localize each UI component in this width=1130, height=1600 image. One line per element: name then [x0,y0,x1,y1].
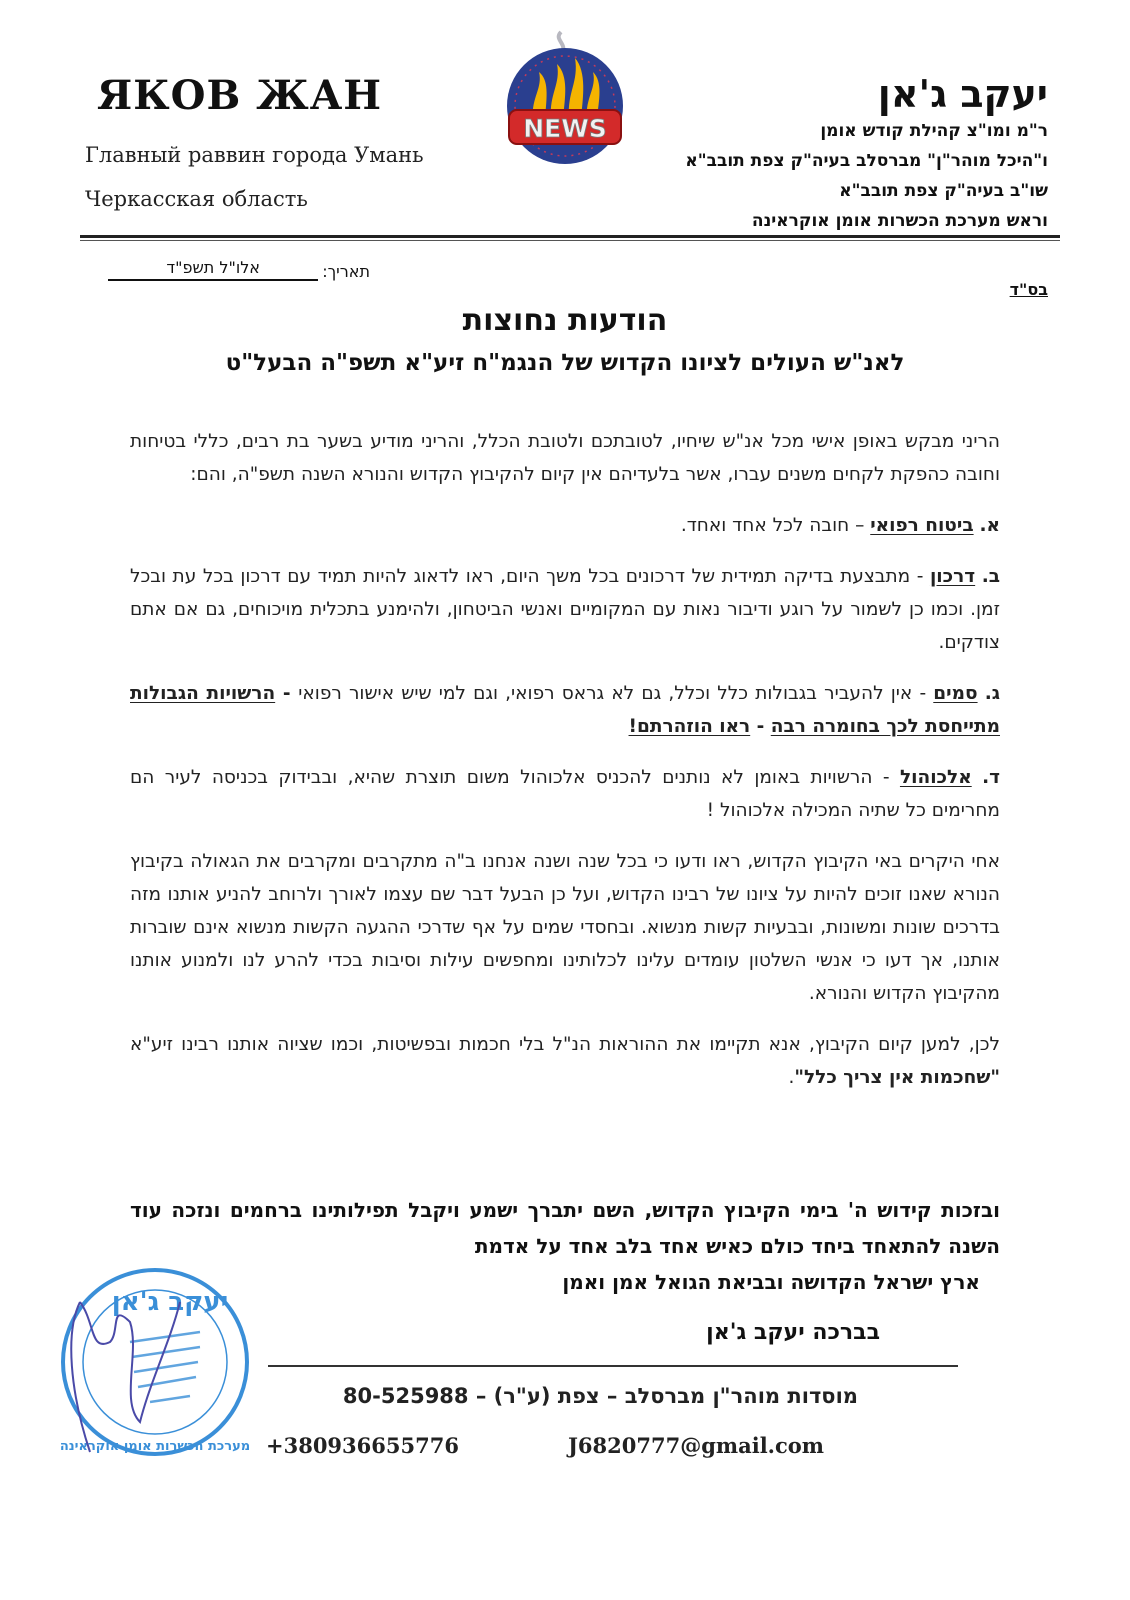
hebrew-name: יעקב ג'אן [877,72,1048,116]
footer-phone[interactable]: +380936655776 [266,1433,459,1458]
intro-paragraph: הריני מבקש באופן אישי מכל אנ"ש שיחיו, לטובתכם ולטובת הכלל, והריני מודיע בשער בת רבים, כללי בטיחות וחובה כהפקת לקחים משנים עברו, אשר בלעדיהם אין קיום להקיבוץ הקדוש והנורא השנה תשפ"ה, והם: [130,431,1000,485]
item-letter: ד. [982,767,1000,788]
item-text: – חובה לכל אחד ואחד. [680,515,871,536]
brothers-paragraph: אחי היקרים באי הקיבוץ הקדוש, ראו ודעו כי בכל שנה ושנה אנחנו ב"ה מתקרבים ומקרבים את הגאולה בקיבוץ הנורא שאנו זוכים להיות על ציונו של רבינו הקדוש, ועל כן הבעל דבר שם עצמו לאורך ולרוחב להניע אותנו מזה בדרכים שונות ומשונות, ובבעיות קשות מנשוא. ובחסדי שמים על אף שדרכי ההגעה הקשות מנשוא אינם שוברות אותנו, אך דעו כי אנשי השלטון עומדים עלינו לכלותינו ומחפשים עילות וסיבות בכדי להרע לנו ולמנוע אותנו מהקיבוץ הקדוש והנורא. [130,851,1000,1004]
header-divider [80,235,1060,238]
footer-email[interactable]: J6820777@gmail.com [568,1433,825,1458]
closing-blessing [130,1192,1000,1300]
item-passport [130,560,1000,659]
item-alcohol [130,761,1000,827]
signature-divider [268,1365,958,1367]
hebrew-title-line: וראש מערכת הכשרות אומן אוקראינה [751,211,1048,231]
russian-name: ЯКОВ ЖАН [97,72,383,119]
item-term: סמים [933,683,978,704]
signature: בברכה יעקב ג'אן [706,1320,880,1345]
therefore-end: . [788,1067,795,1088]
therefore-paragraph [130,1028,1000,1094]
stamp-icon [50,1262,260,1472]
item-letter: ב. [981,566,1000,587]
page-title: הודעות נחוצות [462,303,668,338]
therefore-quote: "שחכמות אין צריך כלל" [794,1067,1000,1088]
closing-main: ובזכות קידוש ה' בימי הקיבוץ הקדוש, השם יתברך ישמע ויקבל תפילותינו ברחמים ונזכה עוד השנה להתאחד ביחד כולם כאיש אחד בלב אחד על אדמת [130,1198,1000,1258]
item-drugs [130,677,1000,743]
date-value: אלו"ל תשפ"ד [108,258,318,281]
hebrew-title-line: ר"מ ומו"צ קהילת קודש אומן [820,121,1048,141]
item-text: - אין להעביר בגבולות כלל וכלל, גם לא גראס רפואי, וגם למי שיש אישור רפואי [298,683,934,704]
svg-text:יעקב ג'אן: יעקב ג'אן [111,1287,229,1317]
svg-text:מערכת הכשרות אומן אוקראינה: מערכת הכשרות אומן אוקראינה [59,1439,251,1454]
item-term: ביטוח רפואי [870,515,974,536]
item-letter: ג. [984,683,1001,704]
warning-strong: ראו הוזהרתם! [628,716,751,737]
therefore-text: לכן, למען קיום הקיבוץ, אנא תקיימו את ההוראות הנ"ל בלי חכמות ובפשיטות, וכמו שציוה אותנו רבינו זיע"א [130,1034,1000,1055]
closing-last: ארץ ישראל הקדושה ובביאת הגואל אמן ואמן [562,1270,980,1294]
date-label: תאריך: [322,262,370,281]
bsd-mark: בס"ד [1009,280,1048,299]
item-letter: א. [979,515,1000,536]
russian-title: Главный раввин города Умань [85,143,424,167]
warning-text: הרשויות הגבולות מתייחסת לכך בחומרה רבה [130,683,1000,737]
footer-institution: מוסדות מוהר"ן מברסלב – צפת (ע"ר) – 80-525988 [342,1384,858,1408]
item-text: - הרשויות באומן לא נותנים להכניס אלכוהול משום תוצרת שהיא, ובבידוק בכניסה לעיר הם מחרימים כל שתיה המכילה אלכוהול ! [130,767,1000,821]
date-field [80,258,370,281]
hebrew-title-line: ו"היכל מוהר"ן" מברסלב בעיה"ק צפת תובב"א [685,151,1048,171]
page-subtitle: לאנ"ש העולים לציונו הקדוש של הנגמ"ח זיע"א תשפ"ה הבעל"ט [225,350,905,376]
official-stamp [50,1262,260,1472]
logo-icon [503,28,628,168]
item-term: אלכוהול [899,767,972,788]
item-insurance [130,509,1000,542]
item-term: דרכון [929,566,976,587]
warning-prefix: - [275,683,299,704]
svg-text:NEWS: NEWS [523,114,607,143]
russian-region: Черкасская область [85,187,308,211]
header-divider-thin [80,240,1060,241]
item-text: - מתבצעת בדיקה תמידית של דרכונים בכל משך היום, ראו לדאוג להיות תמיד עם דרכון בכל עת ובכל זמן. וכמו כן לשמור על רוגע ודיבור נאות עם המקומיים ואנשי הביטחון, ולהימנע בתכלית מויכוחים, גם אם אתם צודקים. [130,566,1000,653]
hebrew-title-line: שו"ב בעיה"ק צפת תובב"א [839,181,1048,201]
hebrew-letterhead [685,72,1048,236]
letter-body [130,425,1000,1112]
warning-sep: - [750,716,771,737]
news-logo [503,28,628,168]
